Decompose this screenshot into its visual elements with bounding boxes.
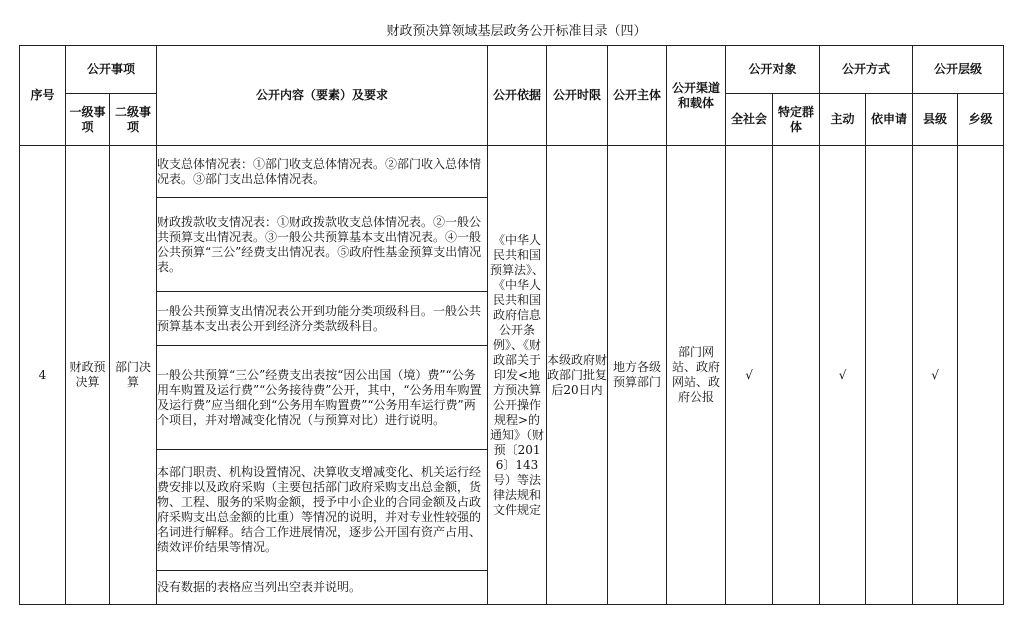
cell-subject: 地方各级预算部门 (608, 146, 667, 605)
cell-basis: 《中华人民共和国预算法》、《中华人民共和国政府信息公开条例》、《财政部关于印发<地方预决算公开操作规程>的通知》（财预〔2016〕143号）等法律法规和文件规定 (488, 146, 547, 605)
header-method-group: 公开方式 (820, 46, 913, 94)
cell-seq: 4 (20, 146, 66, 605)
cell-level2: 部门决算 (110, 146, 157, 605)
header-channel: 公开渠道和载体 (667, 46, 726, 146)
cell-target-all: √ (726, 146, 773, 605)
content-item: 一般公共预算“三公”经费支出表按“因公出国（境）费”“公务用车购置及运行费”“公务接待费”公开，其中，“公务用车购置及运行费”应当细化到“公务用车购置费”“公务用车运行费”两个项目，并对增减变化情况（与预算对比）进行说明。 (157, 346, 488, 450)
content-item: 收支总体情况表：①部门收支总体情况表。②部门收入总体情况表。③部门支出总体情况表。 (157, 146, 488, 198)
header-row-1 (20, 46, 1004, 94)
header-subject: 公开主体 (608, 46, 667, 146)
content-item: 一般公共预算支出情况表公开到功能分类项级科目。一般公共预算基本支出表公开到经济分类款级科目。 (157, 292, 488, 346)
content-item: 本部门职责、机构设置情况、决算收支增减变化、机关运行经费安排以及政府采购（主要包括部门政府采购支出总金额，货物、工程、服务的采购金额，授予中小企业的合同金额及占政府采购支出总金额的比重）等情况的说明，并对专业性较强的名词进行解释。结合工作进展情况，逐步公开国有资产占用、绩效评价结果等情况。 (157, 450, 488, 571)
cell-time-limit: 本级政府财政部门批复后20日内 (547, 146, 608, 605)
document-title: 财政预决算领域基层政务公开标准目录（四） (386, 24, 647, 39)
cell-level-township (958, 146, 1004, 605)
header-level-county: 县级 (913, 94, 958, 146)
header-time-limit: 公开时限 (547, 46, 608, 146)
header-target-group: 公开对象 (726, 46, 820, 94)
header-level1: 一级事项 (66, 94, 110, 146)
header-method-request: 依申请 (866, 94, 913, 146)
header-content: 公开内容（要素）及要求 (157, 46, 488, 146)
cell-channel: 部门网站、政府网站、政府公报 (667, 146, 726, 605)
cell-target-specific (773, 146, 820, 605)
header-target-specific: 特定群体 (773, 94, 820, 146)
header-basis: 公开依据 (488, 46, 547, 146)
cell-method-request (866, 146, 913, 605)
header-target-all: 全社会 (726, 94, 773, 146)
header-level-township: 乡级 (958, 94, 1004, 146)
header-seq: 序号 (20, 46, 66, 146)
content-item: 没有数据的表格应当列出空表并说明。 (157, 571, 488, 605)
header-level2: 二级事项 (110, 94, 157, 146)
cell-method-active: √ (820, 146, 866, 605)
header-method-active: 主动 (820, 94, 866, 146)
cell-level1: 财政预决算 (66, 146, 110, 605)
header-item-group: 公开事项 (66, 46, 157, 94)
table-row (20, 146, 1004, 198)
content-item: 财政拨款收支情况表：①财政拨款收支总体情况表。②一般公共预算支出情况表。③一般公共预算基本支出情况表。④一般公共预算“三公”经费支出情况表。⑤政府性基金预算支出情况表。 (157, 198, 488, 292)
cell-level-county: √ (913, 146, 958, 605)
header-level-group: 公开层级 (913, 46, 1004, 94)
catalog-table (19, 45, 1004, 605)
